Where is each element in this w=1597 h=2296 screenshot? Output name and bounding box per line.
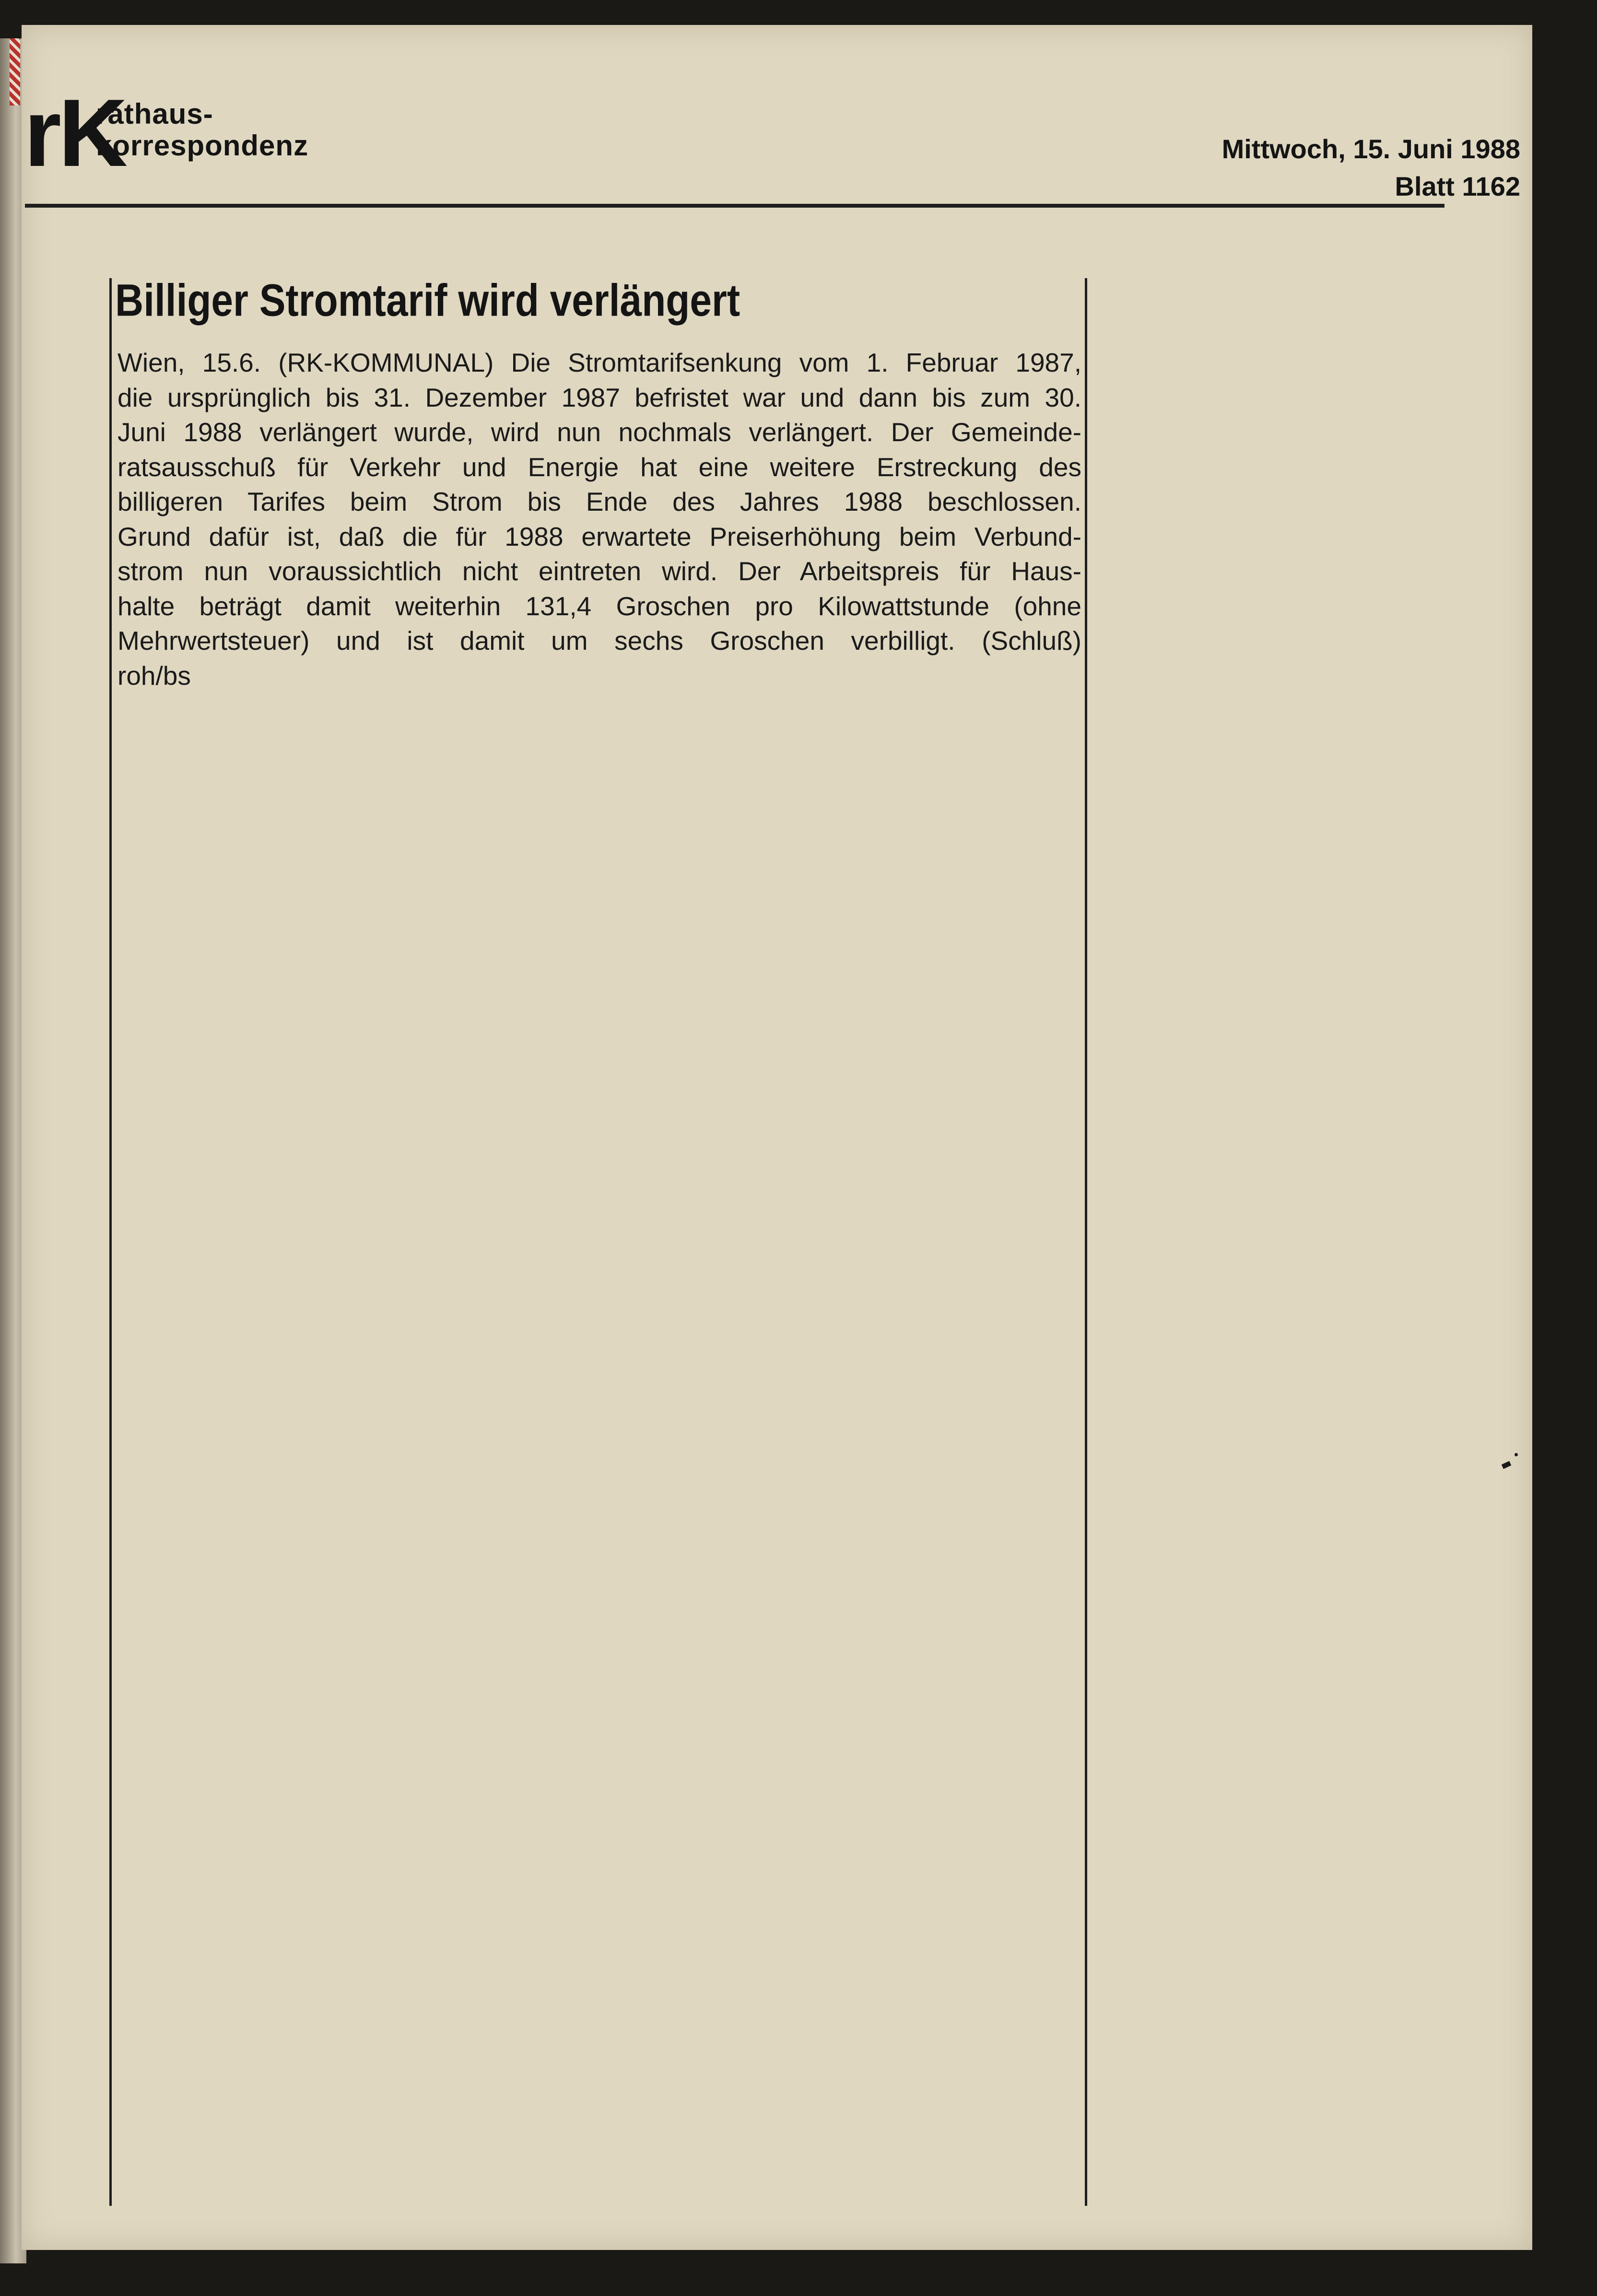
rk-logo-mark: rK	[24, 80, 125, 187]
ink-speck	[1515, 1453, 1518, 1456]
article-line: billigeren Tarifes beim Strom bis Ende des Jahres 1988 beschlossen.	[117, 487, 1081, 516]
article-line: ratsausschuß für Verkehr und Energie hat eine weitere Erstreckung des	[117, 452, 1081, 482]
article-line: die ursprünglich bis 31. Dezember 1987 befristet war und dann bis zum 30.	[117, 382, 1081, 412]
publication-name-line2: korrespondenz	[96, 129, 309, 162]
header-meta	[1222, 130, 1520, 205]
publication-name	[96, 98, 308, 162]
publication-name-line1: rathaus-	[96, 98, 213, 130]
column-rule-left	[109, 278, 112, 2206]
article-signature: roh/bs	[117, 660, 191, 691]
issue-date: Mittwoch, 15. Juni 1988	[1221, 134, 1520, 164]
article-line: Mehrwertsteuer) und ist damit um sechs Groschen verbilligt. (Schluß)	[117, 626, 1081, 656]
article-line: halte beträgt damit weiterhin 131,4 Groschen pro Kilowattstunde (ohne	[117, 591, 1081, 621]
article-line: Grund dafür ist, daß die für 1988 erwartete Preiserhöhung beim Verbund-	[117, 521, 1081, 551]
header-divider	[25, 204, 1444, 208]
article-line: Juni 1988 verlängert wurde, wird nun nochmals verlängert. Der Gemeinde-	[117, 417, 1081, 447]
article-body	[117, 345, 1081, 693]
article-line: strom nun voraussichtlich nicht eintreten wird. Der Arbeitspreis für Haus-	[117, 556, 1081, 586]
sheet-number: Blatt 1162	[1395, 171, 1520, 201]
article-headline: Billiger Stromtarif wird verlängert	[115, 275, 740, 326]
article-line: Wien, 15.6. (RK-KOMMUNAL) Die Stromtarifsenkung vom 1. Februar 1987,	[117, 348, 1081, 377]
column-rule-right	[1085, 278, 1087, 2206]
binder-tab	[10, 38, 20, 105]
